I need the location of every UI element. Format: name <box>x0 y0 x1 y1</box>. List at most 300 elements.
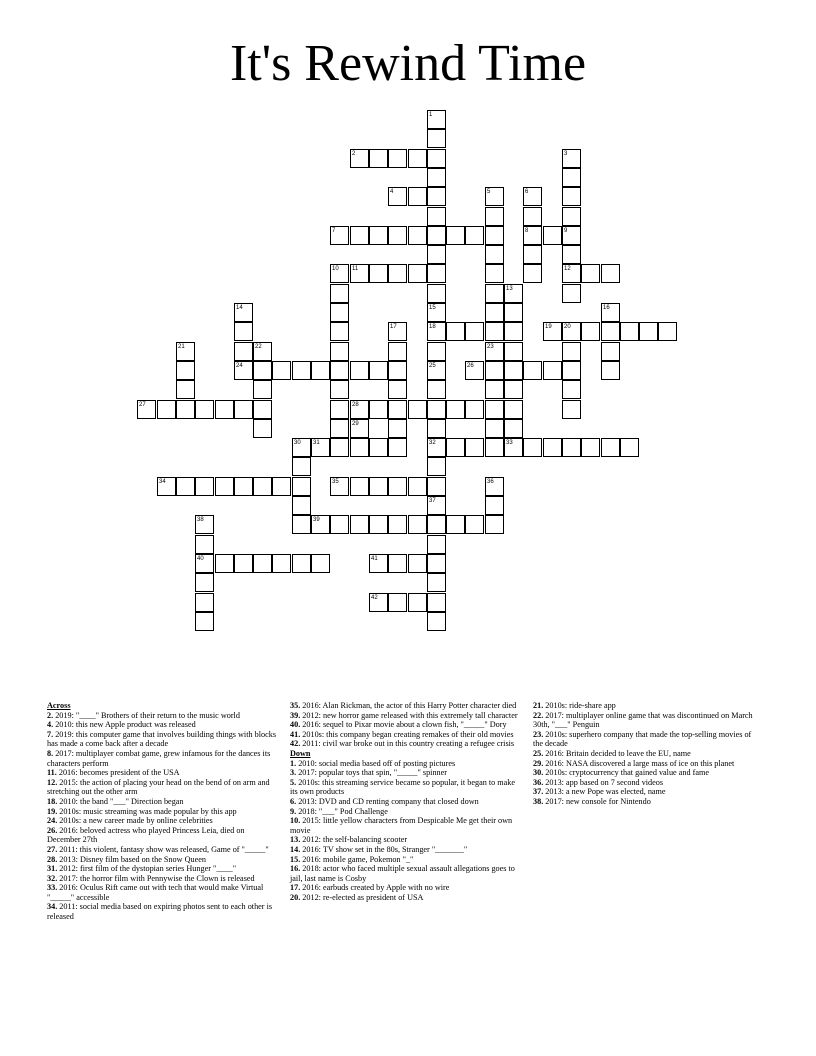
grid-cell[interactable] <box>350 477 369 496</box>
grid-cell[interactable] <box>292 496 311 515</box>
grid-cell[interactable] <box>408 554 427 573</box>
grid-cell[interactable] <box>658 322 677 341</box>
grid-cell[interactable] <box>195 400 214 419</box>
grid-cell[interactable] <box>427 515 446 534</box>
grid-cell[interactable] <box>176 477 195 496</box>
grid-cell[interactable] <box>330 226 349 245</box>
clue-number: 31 <box>313 440 320 446</box>
grid-cell[interactable] <box>388 322 407 341</box>
clue-text: 2013: a new Pope was elected, name <box>543 787 666 797</box>
grid-cell[interactable] <box>369 477 388 496</box>
clue-label: 41. <box>290 729 301 739</box>
grid-cell[interactable] <box>408 187 427 206</box>
grid-cell[interactable] <box>562 187 581 206</box>
grid-cell[interactable] <box>523 264 542 283</box>
grid-cell[interactable] <box>311 515 330 534</box>
down-clue <box>533 759 763 769</box>
grid-cell[interactable] <box>350 400 369 419</box>
grid-cell[interactable] <box>562 226 581 245</box>
grid-cell[interactable] <box>388 361 407 380</box>
grid-cell[interactable] <box>234 554 253 573</box>
grid-cell[interactable] <box>253 361 272 380</box>
grid-cell[interactable] <box>408 515 427 534</box>
clue-label: 25. <box>533 748 544 758</box>
grid-cell[interactable] <box>446 515 465 534</box>
grid-cell[interactable] <box>601 264 620 283</box>
clue-text: 2016: NASA discovered a large mass of ice on this planet <box>543 758 735 768</box>
grid-cell[interactable] <box>504 419 523 438</box>
grid-cell[interactable] <box>562 400 581 419</box>
grid-cell[interactable] <box>465 438 484 457</box>
clue-label: 29. <box>533 758 544 768</box>
grid-cell[interactable] <box>639 322 658 341</box>
clue-label: 26. <box>47 825 58 835</box>
clue-number: 5 <box>487 189 491 195</box>
across-clue <box>290 730 520 740</box>
grid-cell[interactable] <box>562 207 581 226</box>
grid-cell[interactable] <box>427 342 446 361</box>
grid-cell[interactable] <box>427 207 446 226</box>
grid-cell[interactable] <box>253 554 272 573</box>
grid-cell[interactable] <box>215 554 234 573</box>
clue-number: 40 <box>197 556 204 562</box>
grid-cell[interactable] <box>292 438 311 457</box>
clue-label: 37. <box>533 787 544 797</box>
grid-cell[interactable] <box>504 380 523 399</box>
clue-number: 21 <box>178 344 185 350</box>
grid-cell[interactable] <box>195 535 214 554</box>
clue-number: 11 <box>352 266 359 272</box>
across-clue <box>47 749 277 768</box>
grid-cell[interactable] <box>176 380 195 399</box>
grid-cell[interactable] <box>234 361 253 380</box>
grid-cell[interactable] <box>369 515 388 534</box>
grid-cell[interactable] <box>388 187 407 206</box>
grid-cell[interactable] <box>543 438 562 457</box>
clue-number: 37 <box>429 498 436 504</box>
grid-cell[interactable] <box>427 457 446 476</box>
grid-cell[interactable] <box>523 361 542 380</box>
grid-cell[interactable] <box>330 380 349 399</box>
clue-number: 32 <box>429 440 436 446</box>
grid-cell[interactable] <box>543 322 562 341</box>
grid-cell[interactable] <box>330 303 349 322</box>
clue-label: 6. <box>290 796 297 806</box>
grid-cell[interactable] <box>427 361 446 380</box>
grid-cell[interactable] <box>272 554 291 573</box>
grid-cell[interactable] <box>176 342 195 361</box>
grid-cell[interactable] <box>523 438 542 457</box>
grid-cell[interactable] <box>195 612 214 631</box>
grid-cell[interactable] <box>562 245 581 264</box>
grid-cell[interactable] <box>253 400 272 419</box>
grid-cell[interactable] <box>292 515 311 534</box>
grid-cell[interactable] <box>485 187 504 206</box>
grid-cell[interactable] <box>504 361 523 380</box>
grid-cell[interactable] <box>504 400 523 419</box>
grid-cell[interactable] <box>388 226 407 245</box>
grid-cell[interactable] <box>485 361 504 380</box>
down-clue <box>290 893 520 903</box>
clue-label: 7. <box>47 729 54 739</box>
grid-cell[interactable] <box>408 400 427 419</box>
clue-text: 2012: first film of the dystopian series Hunger "____" <box>57 864 237 874</box>
grid-cell[interactable] <box>234 342 253 361</box>
clues-column-3 <box>533 701 763 807</box>
grid-cell[interactable] <box>581 438 600 457</box>
grid-cell[interactable] <box>272 477 291 496</box>
grid-cell[interactable] <box>427 284 446 303</box>
grid-cell[interactable] <box>485 496 504 515</box>
grid-cell[interactable] <box>427 303 446 322</box>
grid-cell[interactable] <box>485 226 504 245</box>
clue-number: 29 <box>352 421 359 427</box>
grid-cell[interactable] <box>215 477 234 496</box>
grid-cell[interactable] <box>234 477 253 496</box>
clue-label: 27. <box>47 844 58 854</box>
grid-cell[interactable] <box>388 554 407 573</box>
grid-cell[interactable] <box>504 284 523 303</box>
grid-cell[interactable] <box>465 515 484 534</box>
page-title: It's Rewind Time <box>229 35 587 92</box>
grid-cell[interactable] <box>388 477 407 496</box>
grid-cell[interactable] <box>523 187 542 206</box>
grid-cell[interactable] <box>195 573 214 592</box>
grid-cell[interactable] <box>234 322 253 341</box>
grid-cell[interactable] <box>485 400 504 419</box>
clue-text: 2016: Oculus Rift came out with tech that would make Virtual "_____" accessible <box>47 883 264 902</box>
grid-cell[interactable] <box>137 400 156 419</box>
grid-cell[interactable] <box>350 361 369 380</box>
grid-cell[interactable] <box>272 361 291 380</box>
clue-label: 20. <box>290 892 301 902</box>
grid-cell[interactable] <box>350 515 369 534</box>
grid-cell[interactable] <box>427 264 446 283</box>
grid-cell[interactable] <box>562 361 581 380</box>
grid-cell[interactable] <box>369 593 388 612</box>
grid-cell[interactable] <box>485 264 504 283</box>
clue-number: 15 <box>429 305 436 311</box>
grid-cell[interactable] <box>465 322 484 341</box>
grid-cell[interactable] <box>195 554 214 573</box>
clue-number: 27 <box>139 402 146 408</box>
grid-cell[interactable] <box>523 207 542 226</box>
grid-cell[interactable] <box>446 438 465 457</box>
grid-cell[interactable] <box>176 400 195 419</box>
grid-cell[interactable] <box>427 477 446 496</box>
grid-cell[interactable] <box>543 361 562 380</box>
grid-cell[interactable] <box>504 322 523 341</box>
clue-text: 2012: new horror game released with this extremely tall character <box>300 710 518 720</box>
grid-cell[interactable] <box>427 168 446 187</box>
clue-text: 2010s: music streaming was made popular by this app <box>57 806 237 816</box>
grid-cell[interactable] <box>292 554 311 573</box>
clue-label: 36. <box>533 777 544 787</box>
grid-cell[interactable] <box>330 264 349 283</box>
clue-text: 2017: new console for Nintendo <box>543 796 651 806</box>
down-clue <box>290 759 520 769</box>
grid-cell[interactable] <box>601 322 620 341</box>
grid-cell[interactable] <box>427 496 446 515</box>
down-clue <box>290 778 520 797</box>
across-heading: Across <box>47 701 71 710</box>
clue-number: 7 <box>332 228 336 234</box>
grid-cell[interactable] <box>427 187 446 206</box>
grid-cell[interactable] <box>427 400 446 419</box>
clue-label: 1. <box>290 758 297 768</box>
grid-cell[interactable] <box>388 438 407 457</box>
grid-cell[interactable] <box>292 477 311 496</box>
grid-cell[interactable] <box>330 284 349 303</box>
clue-number: 3 <box>564 151 568 157</box>
clue-text: 2017: the horror film with Pennywise the Clown is released <box>57 873 255 883</box>
grid-cell[interactable] <box>330 419 349 438</box>
grid-cell[interactable] <box>369 554 388 573</box>
grid-cell[interactable] <box>427 129 446 148</box>
grid-cell[interactable] <box>330 342 349 361</box>
grid-cell[interactable] <box>601 361 620 380</box>
grid-cell[interactable] <box>330 438 349 457</box>
down-clue <box>290 797 520 807</box>
clue-label: 30. <box>533 768 544 778</box>
clue-label: 17. <box>290 883 301 893</box>
grid-cell[interactable] <box>523 226 542 245</box>
grid-cell[interactable] <box>562 380 581 399</box>
grid-cell[interactable] <box>330 361 349 380</box>
grid-cell[interactable] <box>388 515 407 534</box>
grid-cell[interactable] <box>427 226 446 245</box>
clue-number: 20 <box>564 324 571 330</box>
across-clue <box>47 826 277 845</box>
clue-number: 34 <box>159 479 166 485</box>
grid-cell[interactable] <box>234 303 253 322</box>
grid-cell[interactable] <box>369 226 388 245</box>
down-clue <box>290 864 520 883</box>
grid-cell[interactable] <box>157 400 176 419</box>
grid-cell[interactable] <box>427 380 446 399</box>
clue-label: 40. <box>290 720 301 730</box>
across-clue <box>47 711 277 721</box>
clue-text: 2016: TV show set in the 80s, Stranger "_______" <box>300 844 468 854</box>
grid-cell[interactable] <box>292 457 311 476</box>
clue-label: 39. <box>290 710 301 720</box>
grid-cell[interactable] <box>427 322 446 341</box>
grid-cell[interactable] <box>620 322 639 341</box>
clue-number: 22 <box>255 344 262 350</box>
clue-text: 2015: the action of placing your head on the bend of on arm and stretching out the other arm <box>47 777 270 797</box>
grid-cell[interactable] <box>330 477 349 496</box>
grid-cell[interactable] <box>311 438 330 457</box>
down-clue <box>290 768 520 778</box>
across-clue <box>47 807 277 817</box>
clue-text: 2016: sequel to Pixar movie about a clown fish, "_____" Dory <box>300 720 507 730</box>
clue-number: 38 <box>197 517 204 523</box>
clue-text: 2017: popular toys that spin, "_____" spinner <box>296 768 448 778</box>
grid-cell[interactable] <box>465 361 484 380</box>
grid-cell[interactable] <box>157 477 176 496</box>
clue-label: 21. <box>533 701 544 710</box>
down-clue <box>533 749 763 759</box>
grid-cell[interactable] <box>253 380 272 399</box>
grid-cell[interactable] <box>388 264 407 283</box>
grid-cell[interactable] <box>427 149 446 168</box>
clue-label: 38. <box>533 796 544 806</box>
grid-cell[interactable] <box>369 264 388 283</box>
clue-label: 4. <box>47 720 54 730</box>
clue-text: 2017: multiplayer combat game, grew infamous for the dances its characters perform <box>47 748 271 768</box>
grid-cell[interactable] <box>427 593 446 612</box>
grid-cell[interactable] <box>195 477 214 496</box>
grid-cell[interactable] <box>408 593 427 612</box>
grid-cell[interactable] <box>504 438 523 457</box>
grid-cell[interactable] <box>485 515 504 534</box>
grid-cell[interactable] <box>562 284 581 303</box>
grid-cell[interactable] <box>485 207 504 226</box>
clue-label: 2. <box>47 710 54 720</box>
grid-cell[interactable] <box>485 284 504 303</box>
grid-cell[interactable] <box>504 342 523 361</box>
grid-cell[interactable] <box>523 245 542 264</box>
grid-cell[interactable] <box>485 419 504 438</box>
grid-cell[interactable] <box>485 438 504 457</box>
grid-cell[interactable] <box>350 264 369 283</box>
clue-label: 3. <box>290 768 297 778</box>
grid-cell[interactable] <box>330 322 349 341</box>
grid-cell[interactable] <box>601 303 620 322</box>
down-clue <box>533 730 763 749</box>
grid-cell[interactable] <box>330 515 349 534</box>
grid-cell[interactable] <box>562 149 581 168</box>
grid-cell[interactable] <box>446 322 465 341</box>
down-clue <box>290 816 520 835</box>
grid-cell[interactable] <box>581 322 600 341</box>
grid-cell[interactable] <box>311 361 330 380</box>
grid-cell[interactable] <box>253 477 272 496</box>
clue-label: 28. <box>47 854 58 864</box>
grid-cell[interactable] <box>485 303 504 322</box>
clue-label: 14. <box>290 844 301 854</box>
across-clue <box>47 864 277 874</box>
grid-cell[interactable] <box>311 554 330 573</box>
grid-cell[interactable] <box>350 438 369 457</box>
grid-cell[interactable] <box>388 380 407 399</box>
clue-text: 2011: this violent, fantasy show was released, Game of "_____" <box>57 844 269 854</box>
grid-cell[interactable] <box>330 400 349 419</box>
grid-cell[interactable] <box>427 245 446 264</box>
clue-text: 2017: multiplayer online game that was discontinued on March 30th, "___" Penguin <box>533 710 753 730</box>
grid-cell[interactable] <box>562 438 581 457</box>
clue-label: 5. <box>290 777 297 787</box>
grid-cell[interactable] <box>427 110 446 129</box>
clue-number: 17 <box>390 324 397 330</box>
clue-number: 30 <box>294 440 301 446</box>
grid-cell[interactable] <box>427 554 446 573</box>
grid-cell[interactable] <box>485 380 504 399</box>
grid-cell[interactable] <box>234 400 253 419</box>
grid-cell[interactable] <box>601 342 620 361</box>
grid-cell[interactable] <box>195 593 214 612</box>
grid-cell[interactable] <box>485 477 504 496</box>
grid-cell[interactable] <box>253 342 272 361</box>
grid-cell[interactable] <box>388 149 407 168</box>
clue-text: 2011: social media based on expiring photos sent to each other is released <box>47 902 273 922</box>
grid-cell[interactable] <box>562 322 581 341</box>
grid-cell[interactable] <box>292 361 311 380</box>
grid-cell[interactable] <box>408 477 427 496</box>
across-clue <box>290 711 520 721</box>
grid-cell[interactable] <box>388 593 407 612</box>
grid-cell[interactable] <box>350 419 369 438</box>
clue-label: 24. <box>47 816 58 826</box>
clue-text: 2016: mobile game, Pokemon "_" <box>300 854 414 864</box>
grid-cell[interactable] <box>215 400 234 419</box>
clue-label: 23. <box>533 729 544 739</box>
clue-number: 24 <box>236 363 243 369</box>
grid-cell[interactable] <box>465 400 484 419</box>
grid-cell[interactable] <box>446 400 465 419</box>
clue-number: 19 <box>545 324 552 330</box>
clues-column-1 <box>47 701 277 922</box>
grid-cell[interactable] <box>543 226 562 245</box>
clue-number: 35 <box>332 479 339 485</box>
grid-cell[interactable] <box>562 342 581 361</box>
grid-cell[interactable] <box>485 342 504 361</box>
grid-cell[interactable] <box>427 535 446 554</box>
grid-cell[interactable] <box>350 149 369 168</box>
grid-cell[interactable] <box>388 400 407 419</box>
down-clue <box>290 855 520 865</box>
grid-cell[interactable] <box>485 322 504 341</box>
grid-cell[interactable] <box>620 438 639 457</box>
grid-cell[interactable] <box>427 438 446 457</box>
grid-cell[interactable] <box>350 226 369 245</box>
grid-cell[interactable] <box>369 361 388 380</box>
grid-cell[interactable] <box>562 168 581 187</box>
across-clue <box>290 701 520 711</box>
grid-cell[interactable] <box>446 226 465 245</box>
grid-cell[interactable] <box>408 264 427 283</box>
grid-cell[interactable] <box>369 149 388 168</box>
grid-cell[interactable] <box>427 573 446 592</box>
clue-number: 14 <box>236 305 243 311</box>
grid-cell[interactable] <box>408 226 427 245</box>
grid-cell[interactable] <box>562 264 581 283</box>
grid-cell[interactable] <box>195 515 214 534</box>
grid-cell[interactable] <box>369 400 388 419</box>
grid-cell[interactable] <box>408 149 427 168</box>
down-clue <box>290 883 520 893</box>
grid-cell[interactable] <box>176 361 195 380</box>
grid-cell[interactable] <box>388 342 407 361</box>
clue-label: 10. <box>290 816 301 826</box>
clue-number: 4 <box>390 189 394 195</box>
grid-cell[interactable] <box>504 303 523 322</box>
clue-text: 2010s: this streaming service became so popular, it began to make its own products <box>290 777 515 797</box>
clue-text: 2015: little yellow characters from Despicable Me get their own movie <box>290 816 513 835</box>
clue-label: 33. <box>47 883 58 893</box>
clue-number: 39 <box>313 517 320 523</box>
grid-cell[interactable] <box>427 612 446 631</box>
grid-cell[interactable] <box>388 419 407 438</box>
grid-cell[interactable] <box>485 245 504 264</box>
grid-cell[interactable] <box>369 438 388 457</box>
grid-cell[interactable] <box>601 438 620 457</box>
grid-cell[interactable] <box>581 264 600 283</box>
grid-cell[interactable] <box>253 419 272 438</box>
down-clue <box>533 787 763 797</box>
grid-cell[interactable] <box>465 226 484 245</box>
grid-cell[interactable] <box>427 419 446 438</box>
